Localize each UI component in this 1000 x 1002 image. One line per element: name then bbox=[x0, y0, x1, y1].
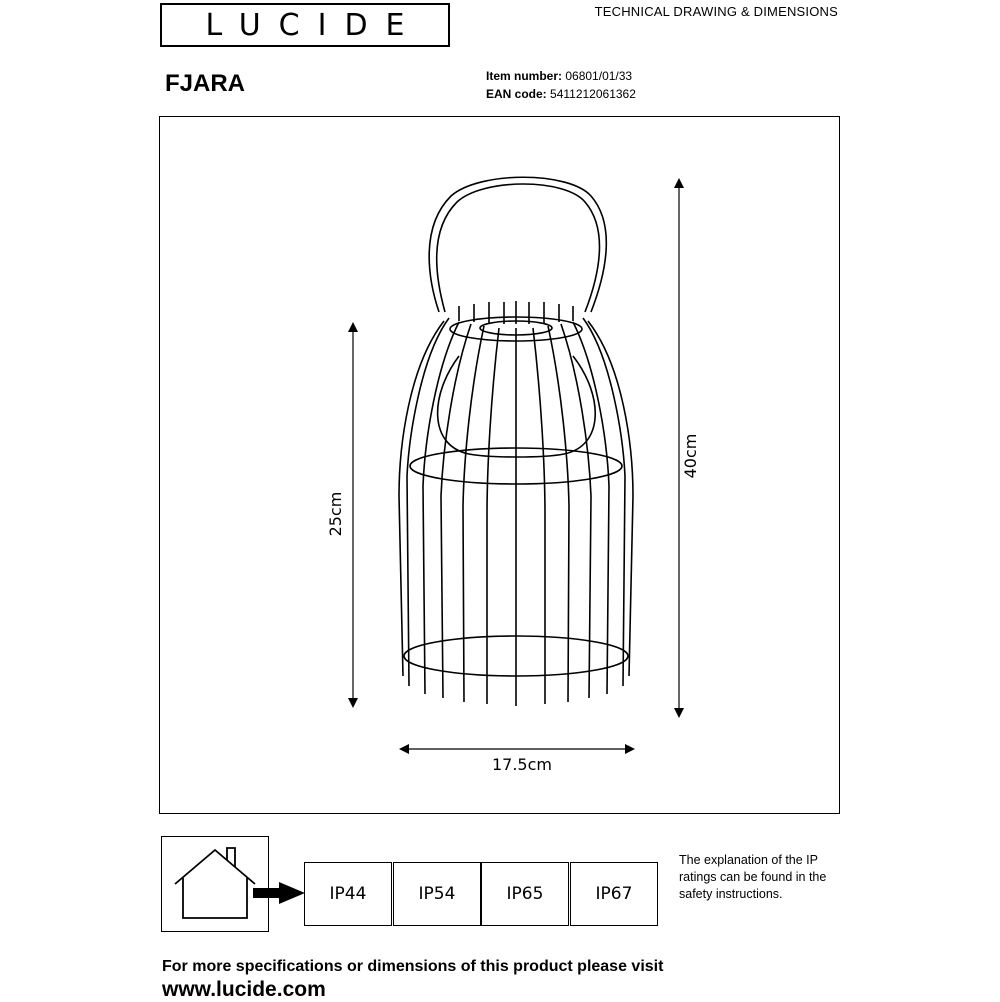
lantern-handle-inner bbox=[437, 184, 600, 312]
item-number-value: 06801/01/33 bbox=[565, 69, 633, 83]
width-label: 17.5cm bbox=[491, 755, 553, 774]
lantern-rib-tips bbox=[459, 301, 573, 324]
ean-code-row bbox=[486, 87, 636, 101]
width-arrow-left bbox=[399, 744, 409, 754]
total-height-arrow-bottom bbox=[674, 708, 684, 718]
arrow-right-icon bbox=[253, 882, 305, 904]
total-height-label: 40cm bbox=[681, 433, 700, 479]
ip-rating-ip44: IP44 bbox=[304, 862, 392, 926]
ip-rating-note: The explanation of the IP ratings can be found in the safety instructions. bbox=[679, 853, 827, 901]
house-icon bbox=[161, 836, 321, 932]
body-height-arrow-top bbox=[348, 322, 358, 332]
body-height-label: 25cm bbox=[326, 491, 345, 537]
footer-url-link[interactable]: www.lucide.com bbox=[162, 978, 326, 1001]
brand-logo-text: LUCIDE bbox=[205, 7, 423, 43]
brand-logo bbox=[160, 3, 450, 47]
ean-code-value: 5411212061362 bbox=[550, 87, 636, 101]
item-number-label: Item number: bbox=[486, 69, 563, 83]
ip-rating-ip67: IP67 bbox=[570, 862, 658, 926]
ean-code-label: EAN code: bbox=[486, 87, 547, 101]
ip-rating-ip65: IP65 bbox=[481, 862, 569, 926]
width-arrow-right bbox=[625, 744, 635, 754]
document-title: TECHNICAL DRAWING & DIMENSIONS bbox=[594, 4, 838, 19]
item-number-row bbox=[486, 69, 632, 83]
body-height-arrow-bottom bbox=[348, 698, 358, 708]
product-name: FJARA bbox=[165, 70, 246, 97]
lantern-illustration bbox=[399, 177, 633, 706]
total-height-arrow-top bbox=[674, 178, 684, 188]
ip-rating-ip54: IP54 bbox=[393, 862, 481, 926]
technical-drawing bbox=[159, 116, 840, 814]
footer-info-text: For more specifications or dimensions of this product please visit bbox=[162, 958, 664, 975]
